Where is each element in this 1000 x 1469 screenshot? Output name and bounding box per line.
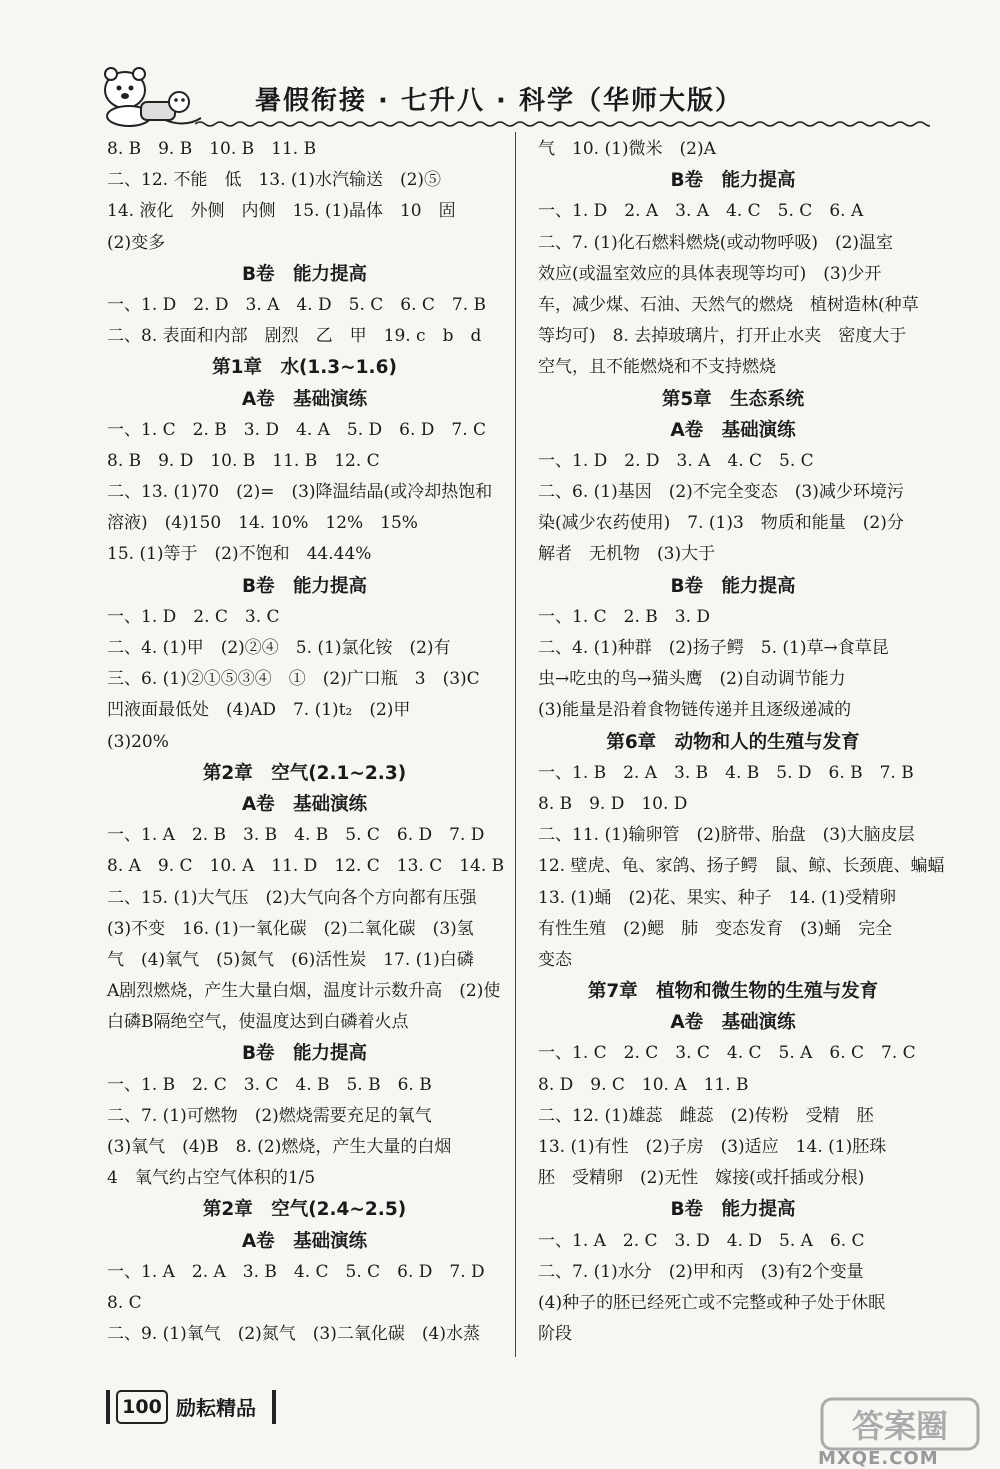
answer-line: 二、7. (1)可燃物 (2)燃烧需要充足的氧气 [107, 1105, 432, 1126]
answer-line: 13. (1)有性 (2)子房 (3)适应 14. (1)胚珠 [538, 1137, 887, 1157]
page-number: 100 [116, 1390, 168, 1424]
left-answer-column [107, 134, 505, 1350]
answer-line: 一、1. D 2. A 3. A 4. C 5. C 6. A [538, 201, 864, 222]
answer-line: 染(减少农药使用) 7. (1)3 物质和能量 (2)分 [538, 513, 904, 534]
answer-line: 8. B 9. D 10. D [538, 793, 688, 814]
answer-line: 气 (4)氧气 (5)氮气 (6)活性炭 17. (1)白磷 [107, 949, 474, 970]
footer-brand: 励耘精品 [176, 1396, 256, 1420]
answer-line: 一、1. C 2. C 3. C 4. C 5. A 6. C 7. C [538, 1043, 916, 1064]
answer-line: (3)不变 16. (1)一氧化碳 (2)二氧化碳 (3)氢 [107, 918, 474, 939]
answer-line: 一、1. A 2. C 3. D 4. D 5. A 6. C [538, 1230, 865, 1251]
answer-line: 一、1. C 2. B 3. D 4. A 5. D 6. D 7. C [107, 419, 487, 440]
watermark-stamp-text: 答案圈 [851, 1407, 949, 1445]
section-heading: 第1章 水(1.3~1.6) [212, 357, 397, 379]
answer-line: 解者 无机物 (3)大于 [538, 544, 716, 565]
header-title: 暑假衔接 · 七升八 · 科学（华师大版） [255, 86, 743, 116]
answer-line: 一、1. B 2. A 3. B 4. B 5. D 6. B 7. B [538, 762, 914, 783]
answer-line: 二、9. (1)氧气 (2)氮气 (3)二氧化碳 (4)水蒸 [107, 1324, 480, 1345]
column-divider [515, 132, 516, 1357]
answer-line: 一、1. D 2. C 3. C [107, 606, 280, 627]
answer-line: 车，减少煤、石油、天然气的燃烧 植树造林(种草 [538, 294, 919, 315]
section-heading: A卷 基础演练 [241, 793, 368, 815]
answer-line: 三、6. (1)②①⑤③④ ① (2)广口瓶 3 (3)C [107, 669, 480, 690]
section-heading: A卷 基础演练 [241, 388, 368, 410]
answer-line: (3)氧气 (4)B 8. (2)燃烧，产生大量的白烟 [107, 1137, 452, 1157]
answer-line: (3)能量是沿着食物链传递并且逐级递减的 [538, 700, 852, 721]
answer-line: (3)20% [107, 731, 169, 752]
answer-line: 一、1. A 2. A 3. B 4. C 5. C 6. D 7. D [107, 1261, 485, 1282]
answer-line: 8. A 9. C 10. A 11. D 12. C 13. C 14. B [107, 856, 505, 877]
answer-line: 凹液面最低处 (4)AD 7. (1)t₂ (2)甲 [107, 700, 411, 721]
answer-line: 溶液) (4)150 14. 10% 12% 15% [107, 513, 418, 534]
section-heading: B卷 能力提高 [241, 575, 368, 597]
answer-line: 13. (1)蛹 (2)花、果实、种子 14. (1)受精卵 [538, 887, 897, 908]
answer-line: 8. B 9. B 10. B 11. B [107, 139, 317, 159]
answer-line: 4 氧气约占空气体积的1/5 [107, 1168, 316, 1189]
answer-line: 12. 壁虎、龟、家鸽、扬子鳄 鼠、鲸、长颈鹿、蝙蝠 [538, 856, 945, 877]
page-footer [104, 1388, 284, 1424]
answer-line: A剧烈燃烧，产生大量白烟，温度计示数升高 (2)使 [107, 981, 501, 1002]
answer-line: 二、6. (1)基因 (2)不完全变态 (3)减少环境污 [538, 482, 904, 503]
section-heading: 第6章 动物和人的生殖与发育 [606, 731, 860, 753]
answer-line: 二、7. (1)水分 (2)甲和丙 (3)有2个变量 [538, 1261, 864, 1282]
section-heading: A卷 基础演练 [670, 1012, 796, 1034]
answer-line: 一、1. C 2. B 3. D [538, 606, 711, 627]
section-heading: 第7章 植物和微生物的生殖与发育 [587, 981, 879, 1003]
answer-line: 有性生殖 (2)鳃 肺 变态发育 (3)蛹 完全 [538, 918, 893, 939]
answer-line: 胚 受精卵 (2)无性 嫁接(或扦插或分根) [538, 1168, 865, 1189]
section-heading: A卷 基础演练 [241, 1230, 368, 1252]
answer-line: 二、8. 表面和内部 剧烈 乙 甲 19. c b d [107, 326, 482, 347]
answer-line: 白磷B隔绝空气，使温度达到白磷着火点 [107, 1012, 409, 1033]
answer-line: 二、12. (1)雄蕊 雌蕊 (2)传粉 受精 胚 [538, 1105, 874, 1126]
answer-line: 二、11. (1)输卵管 (2)脐带、胎盘 (3)大脑皮层 [538, 825, 915, 846]
answer-line: 二、13. (1)70 (2)= (3)降温结晶(或冷却热饱和 [107, 482, 493, 503]
answer-line: 二、7. (1)化石燃料燃烧(或动物呼吸) (2)温室 [538, 232, 894, 253]
answer-line: 8. C [107, 1292, 142, 1313]
section-heading: 第2章 空气(2.1~2.3) [202, 762, 407, 784]
answer-line: 8. D 9. C 10. A 11. B [538, 1074, 749, 1095]
answer-line: 效应(或温室效应的具体表现等均可) (3)少开 [538, 263, 882, 284]
answer-line: 变态 [538, 949, 572, 970]
answer-line: 等均可) 8. 去掉玻璃片，打开止水夹 密度大于 [538, 326, 907, 347]
answer-line: (2)变多 [107, 232, 166, 253]
watermark-url: MXQE.COM [818, 1448, 939, 1469]
answer-line: 一、1. D 2. D 3. A 4. C 5. C [538, 450, 814, 471]
answer-line: 一、1. A 2. B 3. B 4. B 5. C 6. D 7. D [107, 825, 485, 846]
bear-mascot-icon [95, 58, 205, 128]
answer-line: 空气，且不能燃烧和不支持燃烧 [538, 357, 776, 378]
answer-line: 8. B 9. D 10. B 11. B 12. C [107, 450, 380, 471]
section-heading: 第5章 生态系统 [661, 388, 805, 410]
answer-line: 二、4. (1)种群 (2)扬子鳄 5. (1)草→食草昆 [538, 638, 889, 658]
footer-left-bar [106, 1390, 110, 1424]
section-heading: B卷 能力提高 [670, 575, 796, 597]
section-heading: B卷 能力提高 [670, 170, 796, 192]
answer-line: 阶段 [538, 1324, 572, 1345]
answer-line: 14. 液化 外侧 内侧 15. (1)晶体 10 固 [107, 201, 456, 222]
answer-line: (4)种子的胚已经死亡或不完整或种子处于休眠 [538, 1292, 886, 1313]
page-header [95, 58, 930, 130]
answer-line: 二、4. (1)甲 (2)②④ 5. (1)氯化铵 (2)有 [107, 638, 451, 658]
answer-line: 虫→吃虫的鸟→猫头鹰 (2)自动调节能力 [538, 669, 846, 690]
section-heading: B卷 能力提高 [241, 263, 368, 285]
right-answer-column [538, 134, 945, 1350]
header-wavy-rule [195, 120, 930, 128]
section-heading: A卷 基础演练 [670, 419, 796, 441]
answer-line: 气 10. (1)微米 (2)A [538, 139, 716, 159]
section-heading: B卷 能力提高 [241, 1043, 368, 1065]
section-heading: 第2章 空气(2.4~2.5) [202, 1199, 407, 1221]
section-heading: B卷 能力提高 [670, 1199, 796, 1221]
answer-line: 二、12. 不能 低 13. (1)水汽输送 (2)⑤ [107, 170, 442, 191]
answer-line: 二、15. (1)大气压 (2)大气向各个方向都有压强 [107, 887, 477, 908]
footer-right-bar [272, 1390, 276, 1424]
answer-line: 一、1. B 2. C 3. C 4. B 5. B 6. B [107, 1074, 432, 1095]
answer-line: 15. (1)等于 (2)不饱和 44.44% [107, 544, 372, 565]
answer-line: 一、1. D 2. D 3. A 4. D 5. C 6. C 7. B [107, 294, 487, 315]
